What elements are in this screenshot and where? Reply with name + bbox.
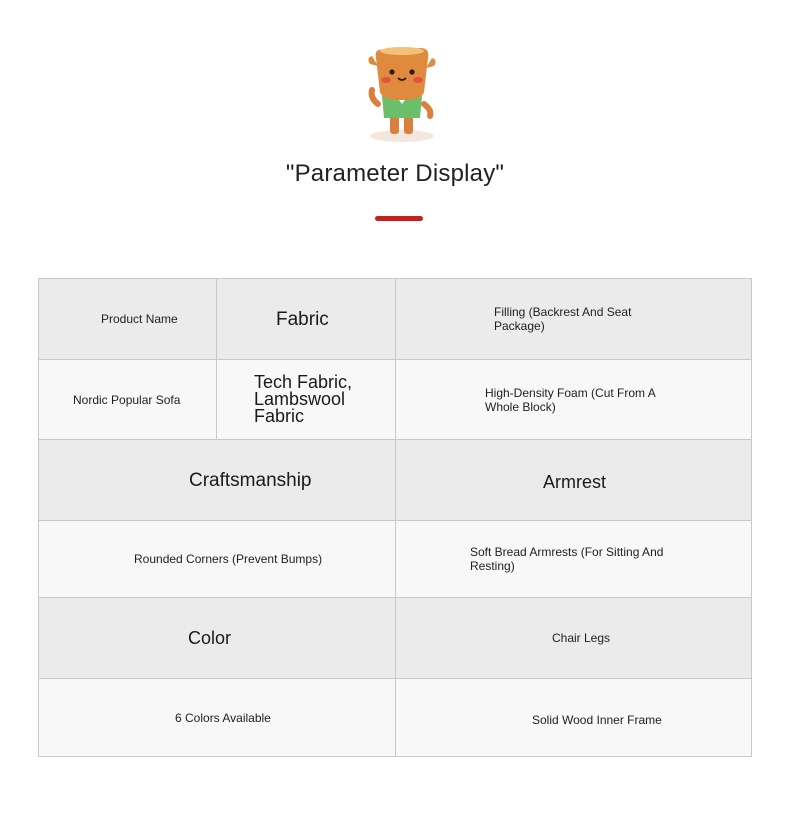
chair-legs-label: Chair Legs xyxy=(552,631,611,645)
color-label: Color xyxy=(188,627,232,648)
fabric-value-cell xyxy=(217,360,396,440)
color-value-cell xyxy=(39,679,396,756)
armrest-label-cell xyxy=(396,440,752,521)
filling-value: High-Density Foam (Cut From A Whole Block) xyxy=(485,385,656,414)
armrest-value-cell xyxy=(396,521,752,598)
product-name-label-cell xyxy=(39,279,217,360)
armrest-value: Soft Bread Armrests (For Sitting And Resting) xyxy=(470,545,664,573)
chair-legs-label-cell xyxy=(396,598,752,679)
fabric-value: Tech Fabric, Lambswool Fabric xyxy=(254,372,353,426)
fabric-label-cell xyxy=(217,279,396,360)
mascot-illustration xyxy=(364,44,440,144)
chair-legs-value-cell xyxy=(396,679,752,756)
color-value: 6 Colors Available xyxy=(175,710,271,725)
armrest-label: Armrest xyxy=(543,471,606,492)
title-underline xyxy=(375,216,423,221)
product-name-label: Product Name xyxy=(101,312,178,326)
fabric-label: Fabric xyxy=(276,308,329,330)
craftsmanship-value-cell xyxy=(39,521,396,598)
craftsmanship-label: Craftsmanship xyxy=(189,469,312,491)
craftsmanship-value: Rounded Corners (Prevent Bumps) xyxy=(134,552,323,566)
filling-label-cell xyxy=(396,279,752,360)
page-title: "Parameter Display" xyxy=(285,160,505,187)
product-name-value: Nordic Popular Sofa xyxy=(73,392,181,407)
craftsmanship-label-cell xyxy=(39,440,396,521)
filling-value-cell xyxy=(396,360,752,440)
color-label-cell xyxy=(39,598,396,679)
filling-label: Filling (Backrest And Seat Package) xyxy=(494,305,632,333)
product-name-value-cell xyxy=(39,360,217,440)
chair-legs-value: Solid Wood Inner Frame xyxy=(532,712,662,727)
parameter-table xyxy=(38,278,752,757)
